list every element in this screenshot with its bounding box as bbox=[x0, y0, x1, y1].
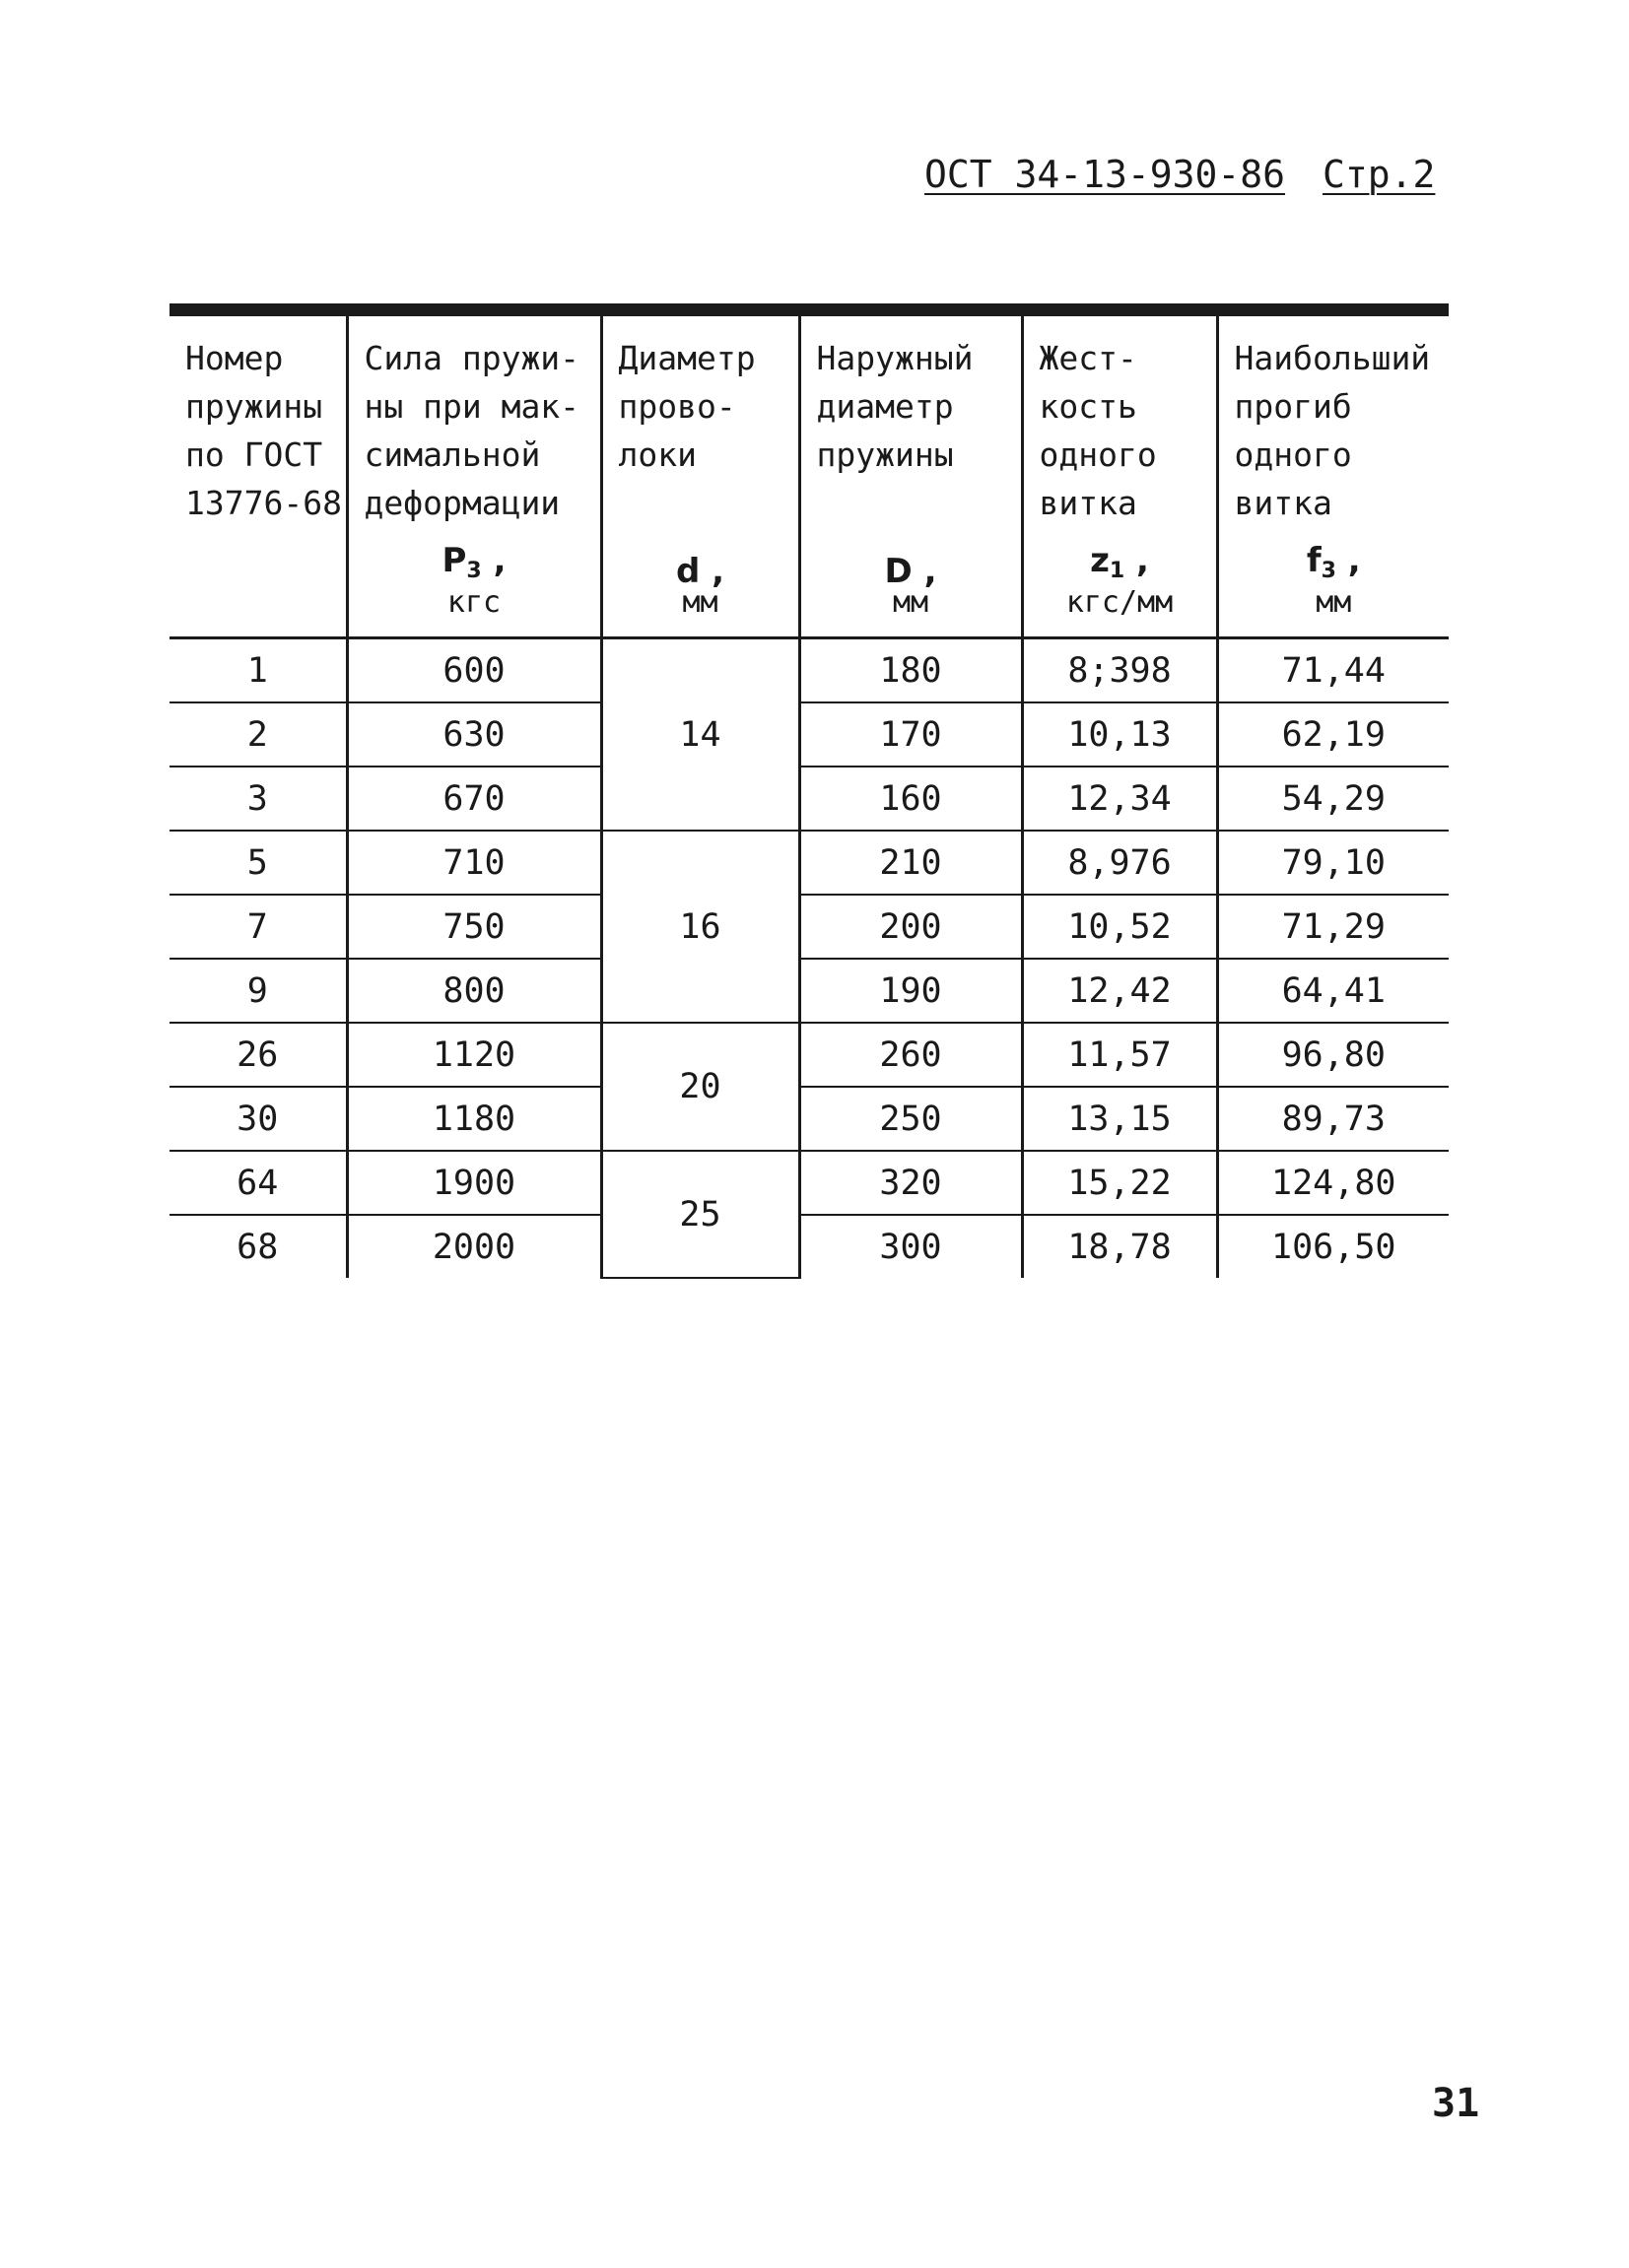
header-symbol: $P_3$ , bbox=[441, 541, 507, 583]
cell-spring-force: 1900 bbox=[347, 1151, 601, 1215]
cell-spring-force: 800 bbox=[347, 959, 601, 1023]
table-row bbox=[170, 1215, 1449, 1278]
header-label: Номер пружины по ГОСТ 13776-68 bbox=[185, 339, 342, 522]
cell-outer-diameter: 210 bbox=[799, 831, 1022, 895]
table-body bbox=[170, 638, 1449, 1279]
table bbox=[170, 316, 1449, 1279]
cell-max-deflection: 106,50 bbox=[1217, 1215, 1449, 1278]
cell-max-deflection: 54,29 bbox=[1217, 767, 1449, 831]
symbol-letter: P bbox=[441, 541, 467, 580]
header-unit: мм bbox=[682, 585, 718, 620]
table-row bbox=[170, 767, 1449, 831]
cell-spring-force: 1180 bbox=[347, 1087, 601, 1151]
symbol-letter: f bbox=[1306, 541, 1322, 580]
table-row bbox=[170, 831, 1449, 895]
header-outer-diameter bbox=[799, 316, 1022, 638]
cell-wire-diameter: 14 bbox=[601, 638, 799, 832]
table-row bbox=[170, 1087, 1449, 1151]
page-number: 31 bbox=[1432, 2081, 1480, 2126]
cell-stiffness: 8;398 bbox=[1022, 638, 1217, 703]
cell-max-deflection: 96,80 bbox=[1217, 1023, 1449, 1087]
header-label: Наибольший прогиб одного витка bbox=[1234, 339, 1431, 522]
cell-outer-diameter: 190 bbox=[799, 959, 1022, 1023]
cell-stiffness: 12,42 bbox=[1022, 959, 1217, 1023]
header-symbol: D , bbox=[884, 552, 937, 591]
header-spring-force bbox=[347, 316, 601, 638]
header-label: Сила пружи- ны при мак- симальной деформации bbox=[364, 339, 580, 522]
table-row bbox=[170, 638, 1449, 703]
header-spring-number bbox=[170, 316, 347, 638]
cell-spring-number: 26 bbox=[170, 1023, 347, 1087]
table-row bbox=[170, 959, 1449, 1023]
table-header-row bbox=[170, 316, 1449, 638]
cell-spring-number: 30 bbox=[170, 1087, 347, 1151]
header-symbol: d , bbox=[675, 552, 725, 591]
cell-max-deflection: 124,80 bbox=[1217, 1151, 1449, 1215]
document-header bbox=[924, 153, 1435, 196]
cell-spring-number: 5 bbox=[170, 831, 347, 895]
cell-max-deflection: 64,41 bbox=[1217, 959, 1449, 1023]
header-label: Диаметр прово- локи bbox=[618, 339, 756, 474]
cell-spring-number: 2 bbox=[170, 702, 347, 767]
cell-outer-diameter: 250 bbox=[799, 1087, 1022, 1151]
spring-parameters-table bbox=[170, 303, 1449, 1279]
cell-spring-force: 630 bbox=[347, 702, 601, 767]
cell-spring-number: 64 bbox=[170, 1151, 347, 1215]
cell-spring-number: 1 bbox=[170, 638, 347, 703]
table-row bbox=[170, 702, 1449, 767]
cell-outer-diameter: 300 bbox=[799, 1215, 1022, 1278]
page-label: Стр.2 bbox=[1323, 153, 1436, 196]
cell-stiffness: 15,22 bbox=[1022, 1151, 1217, 1215]
cell-spring-number: 3 bbox=[170, 767, 347, 831]
cell-max-deflection: 79,10 bbox=[1217, 831, 1449, 895]
cell-max-deflection: 89,73 bbox=[1217, 1087, 1449, 1151]
cell-stiffness: 10,13 bbox=[1022, 702, 1217, 767]
cell-stiffness: 13,15 bbox=[1022, 1087, 1217, 1151]
table-top-rule bbox=[170, 303, 1449, 316]
header-wire-diameter bbox=[601, 316, 799, 638]
cell-wire-diameter: 25 bbox=[601, 1151, 799, 1278]
header-label: Наружный диаметр пружины bbox=[816, 339, 974, 474]
cell-spring-force: 670 bbox=[347, 767, 601, 831]
cell-spring-force: 1120 bbox=[347, 1023, 601, 1087]
cell-wire-diameter: 16 bbox=[601, 831, 799, 1023]
symbol-letter: d bbox=[675, 552, 701, 591]
cell-stiffness: 12,34 bbox=[1022, 767, 1217, 831]
table-row bbox=[170, 1023, 1449, 1087]
header-max-deflection bbox=[1217, 316, 1449, 638]
header-unit: мм bbox=[892, 585, 929, 620]
cell-outer-diameter: 160 bbox=[799, 767, 1022, 831]
cell-outer-diameter: 260 bbox=[799, 1023, 1022, 1087]
cell-spring-number: 9 bbox=[170, 959, 347, 1023]
symbol-subscript: 1 bbox=[1109, 559, 1125, 583]
cell-max-deflection: 71,29 bbox=[1217, 895, 1449, 959]
header-label: Жест- кость одного витка bbox=[1039, 339, 1157, 522]
header-unit: кгс/мм bbox=[1065, 585, 1174, 620]
cell-outer-diameter: 170 bbox=[799, 702, 1022, 767]
cell-spring-number: 68 bbox=[237, 1227, 279, 1267]
cell-stiffness: 11,57 bbox=[1022, 1023, 1217, 1087]
table-row bbox=[170, 1151, 1449, 1215]
cell-stiffness: 10,52 bbox=[1022, 895, 1217, 959]
cell-spring-number: 7 bbox=[170, 895, 347, 959]
cell-stiffness: 8,976 bbox=[1022, 831, 1217, 895]
symbol-subscript: 3 bbox=[1321, 559, 1336, 583]
table-row bbox=[170, 895, 1449, 959]
symbol-subscript: 3 bbox=[466, 559, 482, 583]
symbol-letter: z bbox=[1090, 541, 1110, 580]
cell-max-deflection: 62,19 bbox=[1217, 702, 1449, 767]
cell-spring-force: 600 bbox=[347, 638, 601, 703]
header-stiffness bbox=[1022, 316, 1217, 638]
header-unit: мм bbox=[1316, 585, 1352, 620]
cell-spring-force: 750 bbox=[347, 895, 601, 959]
symbol-letter: D bbox=[884, 552, 913, 591]
header-symbol: $f_3$ , bbox=[1306, 541, 1361, 583]
cell-stiffness: 18,78 bbox=[1022, 1215, 1217, 1278]
cell-spring-force: 710 bbox=[347, 831, 601, 895]
header-symbol: $z_1$ , bbox=[1090, 541, 1149, 583]
header-unit: кгс bbox=[446, 585, 502, 620]
cell-wire-diameter: 20 bbox=[601, 1023, 799, 1151]
cell-outer-diameter: 200 bbox=[799, 895, 1022, 959]
cell-max-deflection: 71,44 bbox=[1217, 638, 1449, 703]
cell-spring-force: 2000 bbox=[347, 1215, 601, 1278]
document-code: ОСТ 34-13-930-86 bbox=[924, 153, 1286, 196]
cell-outer-diameter: 320 bbox=[799, 1151, 1022, 1215]
cell-outer-diameter: 180 bbox=[799, 638, 1022, 703]
